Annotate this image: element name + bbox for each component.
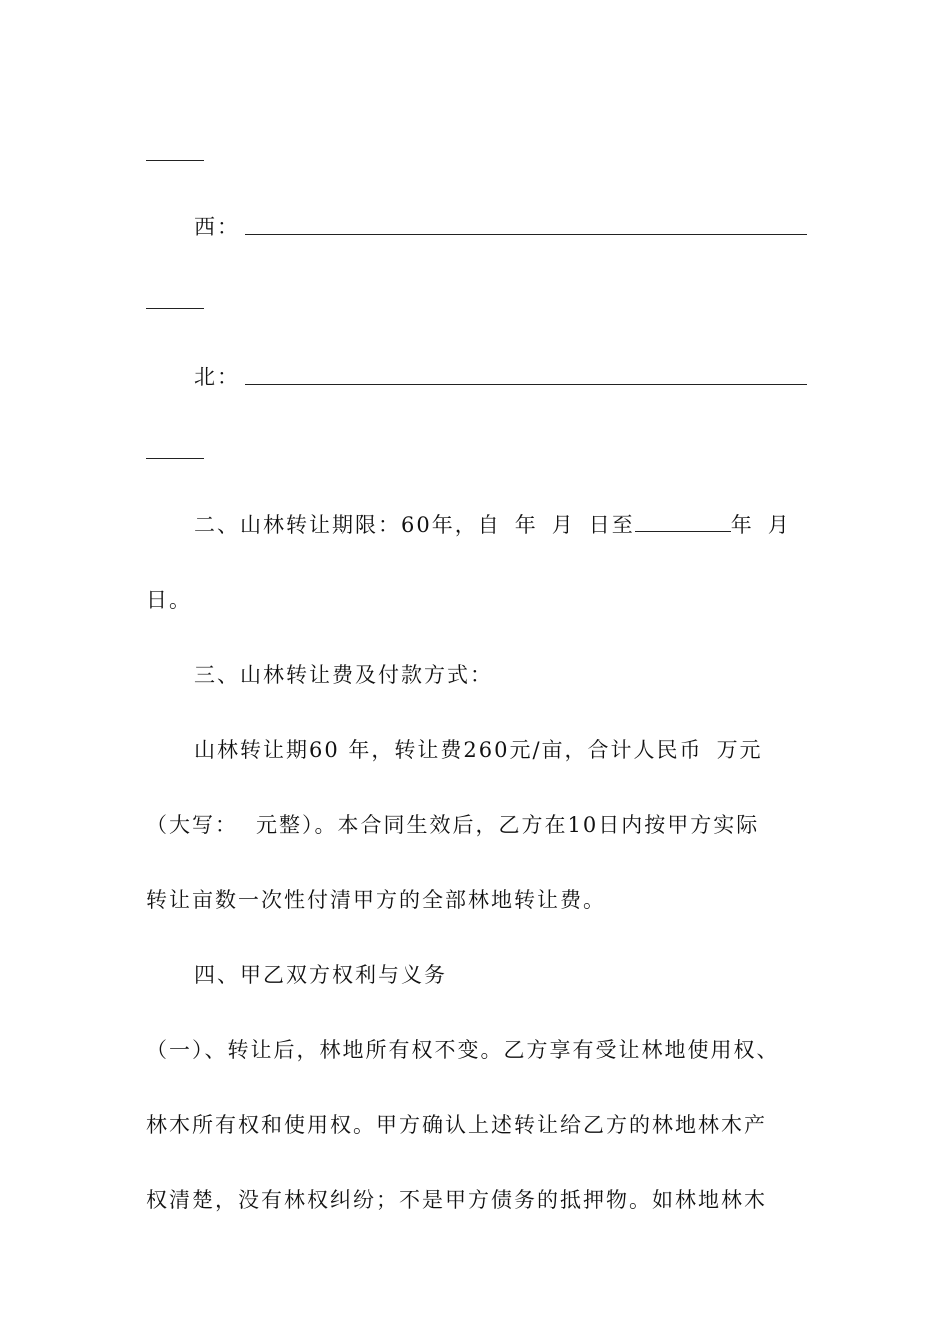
start-month-label: 月 — [551, 513, 575, 537]
end-year-label: 年 — [730, 513, 754, 537]
end-year-blank — [635, 511, 731, 532]
transfer-term-prefix: 二、山林转让期限：60年，自 — [194, 513, 501, 537]
fee-unit-wan-yuan: 万元 — [716, 738, 763, 762]
west-boundary-label: 西： — [194, 215, 240, 239]
transfer-term-end-day: 日。 — [146, 588, 192, 612]
north-boundary-blank-continuation — [146, 458, 204, 459]
section-3-title: 三、山林转让费及付款方式： — [194, 663, 493, 687]
start-day-to-label: 日至 — [588, 513, 635, 537]
west-boundary-blank-continuation — [146, 308, 204, 309]
clause-1-line-2: 林木所有权和使用权。甲方确认上述转让给乙方的林地林木产 — [146, 1113, 767, 1137]
fee-line-2-text: 元整）。本合同生效后，乙方在10日内按甲方实际 — [256, 813, 760, 837]
clause-1-line-3: 权清楚，没有林权纠纷；不是甲方债务的抵押物。如林地林木 — [146, 1188, 767, 1212]
fee-line-1 — [194, 735, 763, 765]
fee-line-2 — [146, 810, 759, 840]
transfer-term-line — [194, 510, 791, 540]
north-boundary-blank — [245, 384, 807, 385]
section-4-title: 四、甲乙双方权利与义务 — [194, 963, 447, 987]
fee-capital-label: （大写： — [146, 813, 238, 837]
fee-line-3: 转让亩数一次性付清甲方的全部林地转让费。 — [146, 888, 606, 912]
clause-1-line-1: （一）、转让后，林地所有权不变。乙方享有受让林地使用权、 — [146, 1038, 780, 1062]
west-boundary-blank — [245, 234, 807, 235]
end-month-label: 月 — [767, 513, 791, 537]
start-year-label: 年 — [514, 513, 538, 537]
blank-line-continuation — [146, 160, 204, 161]
north-boundary-label: 北： — [194, 365, 240, 389]
fee-line-1-text: 山林转让期60 年，转让费260元/亩，合计人民币 — [194, 738, 703, 762]
